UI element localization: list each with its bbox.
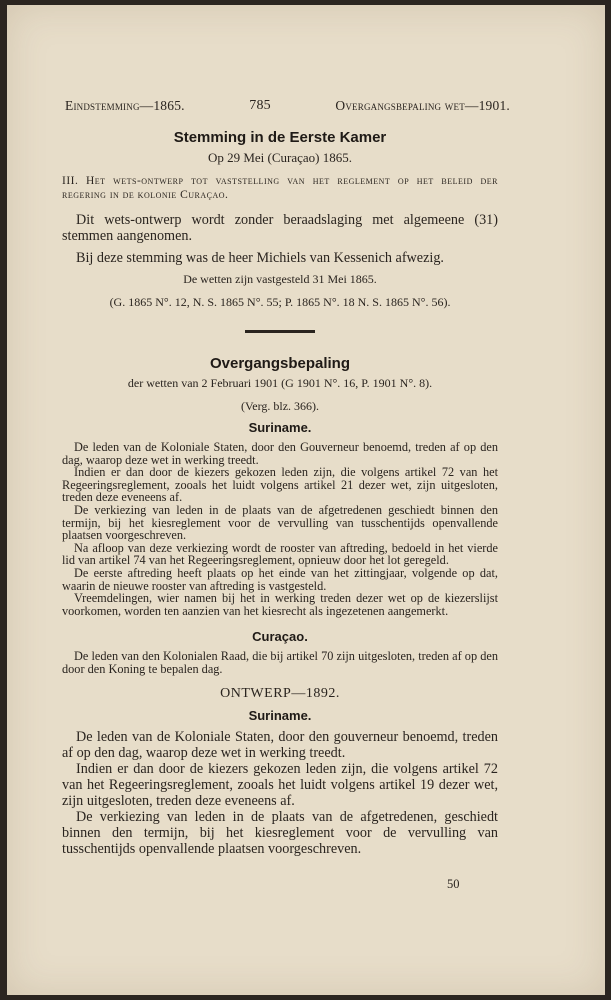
folio-number: 50	[447, 877, 460, 891]
page-number: 785	[249, 98, 271, 113]
suriname-paragraph: De leden van de Koloniale Staten, door den Gouverneur benoemd, treden af op den dag, waarop deze wet in werking treedt.	[62, 440, 498, 467]
law-date: De wetten zijn vastgesteld 31 Mei 1865.	[183, 272, 377, 286]
suriname-paragraph: Na afloop van deze verkiezing wordt de rooster van aftreding, bedoeld in het vierde lid van artikel 74 van het Regeeringsreglement, opnieuw door het lot geregeld.	[62, 540, 498, 568]
section-divider	[245, 330, 315, 333]
ontwerp-paragraphs	[62, 729, 498, 857]
suriname-paragraph: Vreemdelingen, wier namen bij het in werking treden dezer wet op de kiezerslijst voorkomen, worden ten aanzien van het kiesrecht als ingezetenen aangemerkt.	[62, 591, 498, 618]
suriname-paragraph: De eerste aftreding heeft plaats op het einde van het zittingjaar, volgende op dat, waarin de nieuwe rooster van aftreding is vastgesteld.	[62, 565, 498, 593]
ontwerp-paragraph: De verkiezing van leden in de plaats van de afgetredenen, geschiedt binnen den termijn, bij het kiesreglement voor de vervulling van tusschentijds openvallende plaatsen voorgeschreven.	[62, 808, 498, 857]
suriname-paragraph: De verkiezing van leden in de plaats van de afgetredenen geschiedt binnen den termijn, bij het kiesreglement voor de vervulling van tusschentijds openvallende plaatsen voorgeschreven.	[62, 502, 498, 543]
section-title-overgangsbepaling: Overgangsbepaling	[209, 355, 351, 372]
heading-curacao: Curaçao.	[252, 629, 308, 645]
vote-date: Op 29 Mei (Curaçao) 1865.	[207, 150, 353, 165]
document-page	[7, 5, 605, 995]
heading-suriname: Suriname.	[248, 420, 312, 435]
suriname-paragraph: Indien er dan door de kiezers gekozen leden zijn, die volgens artikel 72 van het Regeeringsreglement, zooals het luidt volgens artikel 21 dezer wet, zijn uitgesloten, treden deze eveneens af.	[62, 465, 498, 505]
ontwerp-paragraph: Indien er dan door de kiezers gekozen leden zijn, die volgens artikel 72 van het Regeeringsreglement, zooals het luidt volgens artikel 19 dezer wet, zijn uitgesloten, treden deze eveneens af.	[62, 760, 498, 809]
vote-result-paragraph: Dit wets-ontwerp wordt zonder beraadslaging met algemeene (31) stemmen aangenomen.	[62, 212, 498, 244]
running-head-right: Overgangsbepaling wet—1901.	[335, 98, 510, 113]
section-title-stemming: Stemming in de Eerste Kamer	[173, 129, 387, 146]
curacao-paragraph: De leden van den Kolonialen Raad, die bij artikel 70 zijn uitgesloten, treden af op den door den Koning te bepalen dag.	[62, 649, 498, 676]
overgangsbepaling-ref: (Verg. blz. 366).	[240, 399, 320, 413]
gazette-references: (G. 1865 N°. 12, N. S. 1865 N°. 55; P. 1865 N°. 18 N. S. 1865 N°. 56).	[109, 295, 451, 309]
suriname-paragraphs	[62, 441, 498, 617]
overgangsbepaling-subtitle: der wetten van 2 Februari 1901 (G 1901 N°. 16, P. 1901 N°. 8).	[127, 376, 433, 390]
section-title-ontwerp: ONTWERP—1892.	[220, 685, 340, 701]
absence-paragraph: Bij deze stemming was de heer Michiels van Kessenich afwezig.	[76, 250, 444, 266]
page-content	[62, 125, 498, 857]
running-head	[65, 98, 510, 114]
bill-item: III. Het wets-ontwerp tot vaststelling van het reglement op het beleid der regering in de kolonie Curaçao.	[62, 175, 498, 201]
running-head-left: Eindstemming—1865.	[65, 98, 185, 113]
ontwerp-paragraph: De leden van de Koloniale Staten, door den gouverneur benoemd, treden af op den dag, waarop deze wet in werking treedt.	[62, 728, 498, 761]
heading-suriname-ontwerp: Suriname.	[248, 707, 312, 723]
